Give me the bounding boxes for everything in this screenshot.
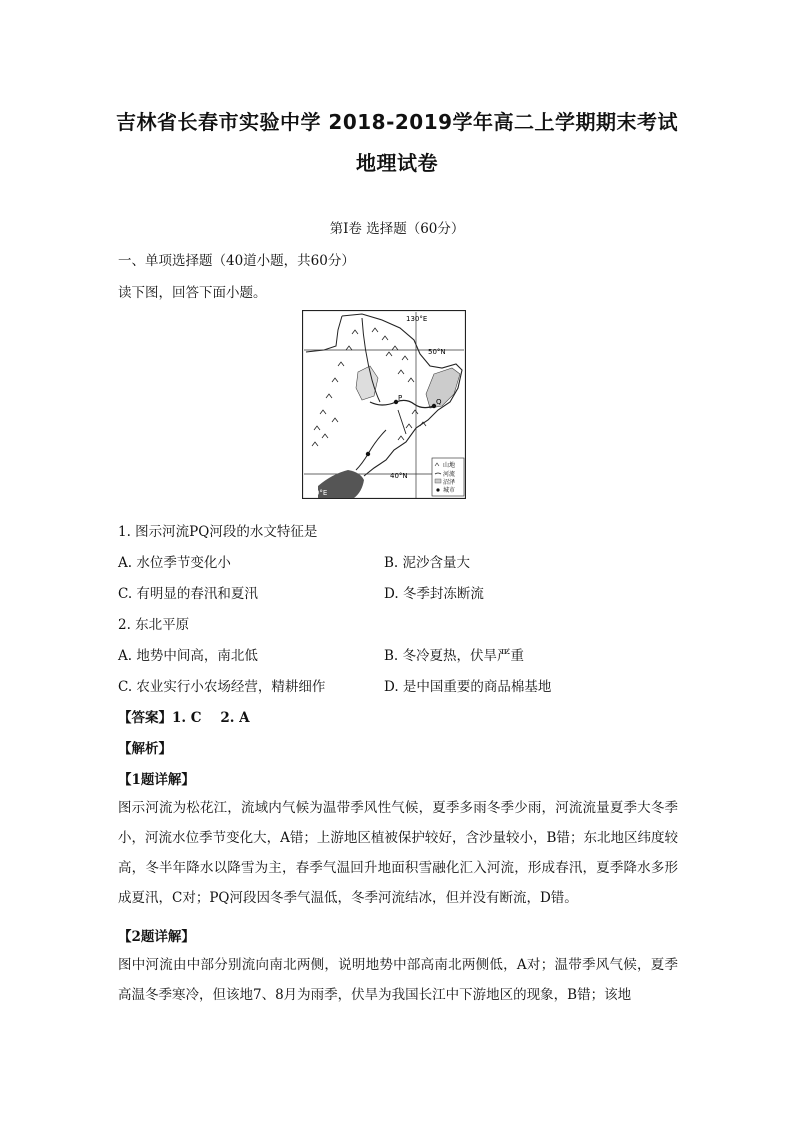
q2-option-b: B. 冬冷夏热，伏旱严重 bbox=[384, 648, 525, 664]
lon-label-bottom: 120°E bbox=[306, 489, 328, 497]
city-shenyang bbox=[366, 452, 370, 456]
detail-2-heading: 【2题详解】 bbox=[118, 929, 195, 945]
map-legend bbox=[432, 458, 464, 496]
instruction-text: 读下图，回答下面小题。 bbox=[118, 285, 267, 301]
lat-label-top: 50°N bbox=[428, 348, 446, 356]
q1-option-d: D. 冬季封冻断流 bbox=[384, 586, 484, 602]
lat-label-bottom: 40°N bbox=[390, 472, 408, 480]
detail-2-text: 图中河流由中部分别流向南北两侧，说明地势中部高南北两侧低，A对；温带季风气候，夏季高温冬季寒冷，但该地7、8月为雨季，伏旱为我国长江中下游地区的现象，B错；该地 bbox=[118, 957, 678, 1003]
document-subtitle: 地理试卷 bbox=[356, 151, 438, 175]
lon-label: 130°E bbox=[406, 315, 428, 323]
answer-line: 【答案】1. C 2. A bbox=[118, 710, 250, 726]
q1-option-a: A. 水位季节变化小 bbox=[118, 555, 231, 571]
legend-river: 河流 bbox=[443, 471, 456, 478]
document-title: 吉林省长春市实验中学 2018-2019学年高二上学期期末考试 bbox=[115, 110, 679, 134]
question-1-stem: 1. 图示河流PQ河段的水文特征是 bbox=[118, 524, 318, 540]
legend-city: 城市 bbox=[443, 487, 456, 494]
analysis-heading: 【解析】 bbox=[118, 741, 172, 757]
section-heading: 第Ⅰ卷 选择题（60分） bbox=[329, 221, 465, 237]
q2-option-a: A. 地势中间高，南北低 bbox=[118, 648, 258, 664]
point-q-label: Q bbox=[436, 398, 442, 406]
q2-option-c: C. 农业实行小农场经营，精耕细作 bbox=[118, 679, 326, 695]
point-p-label: P bbox=[398, 394, 403, 402]
legend-mountain: 山地 bbox=[443, 462, 456, 469]
northeast-china-map bbox=[302, 310, 466, 499]
legend-swamp: 沼泽 bbox=[443, 479, 456, 486]
detail-1-text: 图示河流为松花江，流域内气候为温带季风性气候，夏季多雨冬季少雨，河流流量夏季大冬季小，河流水位季节变化大，A错；上游地区植被保护较好，含沙量较小，B错；东北地区纬度较高，冬半年降水以降雪为主，春季气温回升地面积雪融化汇入河流，形成春汛，夏季降水多形成夏汛，C对；PQ河段因冬季气温低，冬季河流结冰，但并没有断流，D错。 bbox=[118, 800, 678, 906]
question-2-stem: 2. 东北平原 bbox=[118, 617, 190, 633]
part-heading: 一、单项选择题（40道小题，共60分） bbox=[118, 253, 355, 269]
q1-option-b: B. 泥沙含量大 bbox=[384, 555, 471, 571]
detail-1-heading: 【1题详解】 bbox=[118, 772, 195, 788]
q2-option-d: D. 是中国重要的商品棉基地 bbox=[384, 679, 552, 695]
q1-option-c: C. 有明显的春汛和夏汛 bbox=[118, 586, 258, 602]
